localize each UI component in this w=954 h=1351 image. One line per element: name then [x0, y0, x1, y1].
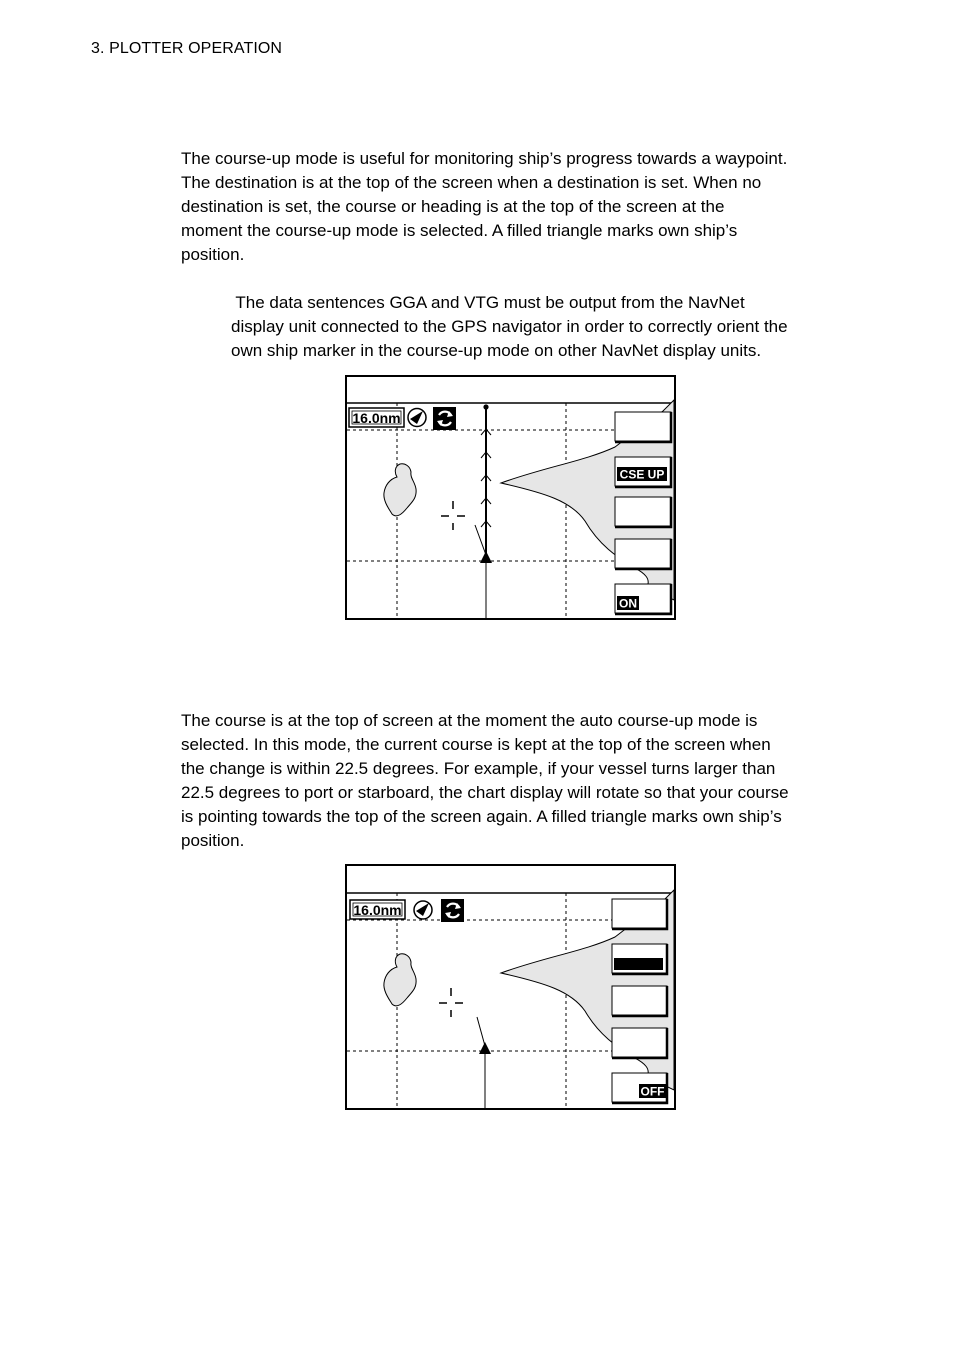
- softkey-toggle-label: OFF: [640, 1084, 665, 1099]
- north-arrow-icon: [408, 409, 426, 427]
- range-box: [350, 900, 405, 919]
- softkey-toggle-label: ON: [619, 596, 637, 611]
- softkey-off: [612, 1073, 667, 1103]
- range-label: 16.0nm: [352, 410, 401, 426]
- softkey-4: [615, 539, 671, 569]
- text-line: The course-up mode is useful for monitoring ship’s progress towards a waypoint.: [181, 149, 788, 168]
- course-up-note: [231, 291, 851, 363]
- auto-course-up-screen: [345, 864, 677, 1112]
- softkey-4: [612, 1028, 667, 1058]
- text-line: The data sentences GGA and VTG must be output from the NavNet: [231, 293, 745, 312]
- course-up-screen: [345, 375, 677, 621]
- range-label: 16.0nm: [353, 902, 402, 918]
- range-box: [349, 408, 404, 427]
- softkey-1: [615, 412, 671, 442]
- rotate-icon: [441, 899, 464, 922]
- softkey-3: [615, 497, 671, 527]
- auto-course-up-description: [181, 709, 851, 854]
- text-line: position.: [181, 831, 245, 851]
- page-header: 3. PLOTTER OPERATION: [91, 40, 283, 57]
- text-line: The course is at the top of screen at the moment the auto course-up mode is: [181, 711, 758, 730]
- softkey-3: [612, 986, 667, 1016]
- text-line: position.: [181, 245, 245, 265]
- softkey-2: [612, 944, 667, 974]
- north-arrow-icon: [414, 901, 432, 919]
- softkey-cse-up: [615, 457, 671, 487]
- softkey-mode-label: CSE UP: [619, 467, 665, 482]
- rotate-icon: [433, 407, 456, 430]
- course-up-description: [181, 147, 851, 267]
- text-line: display unit connected to the GPS navigator in order to correctly orient the: [231, 317, 788, 337]
- softkey-on: [615, 584, 671, 614]
- text-line: the change is within 22.5 degrees. For example, if your vessel turns larger than: [181, 759, 776, 779]
- text-line: destination is set, the course or heading is at the top of the screen at the: [181, 197, 725, 217]
- text-line: own ship marker in the course-up mode on other NavNet display units.: [231, 341, 762, 361]
- destination-point: [483, 404, 488, 409]
- text-line: is pointing towards the top of the screen again. A filled triangle marks own ship’s: [181, 807, 782, 827]
- text-line: 22.5 degrees to port or starboard, the chart display will rotate so that your course: [181, 783, 789, 803]
- text-line: moment the course-up mode is selected. A filled triangle marks own ship’s: [181, 221, 738, 241]
- text-line: The destination is at the top of the screen when a destination is set. When no: [181, 173, 762, 193]
- softkey-1: [612, 899, 667, 929]
- text-line: selected. In this mode, the current course is kept at the top of the screen when: [181, 735, 771, 755]
